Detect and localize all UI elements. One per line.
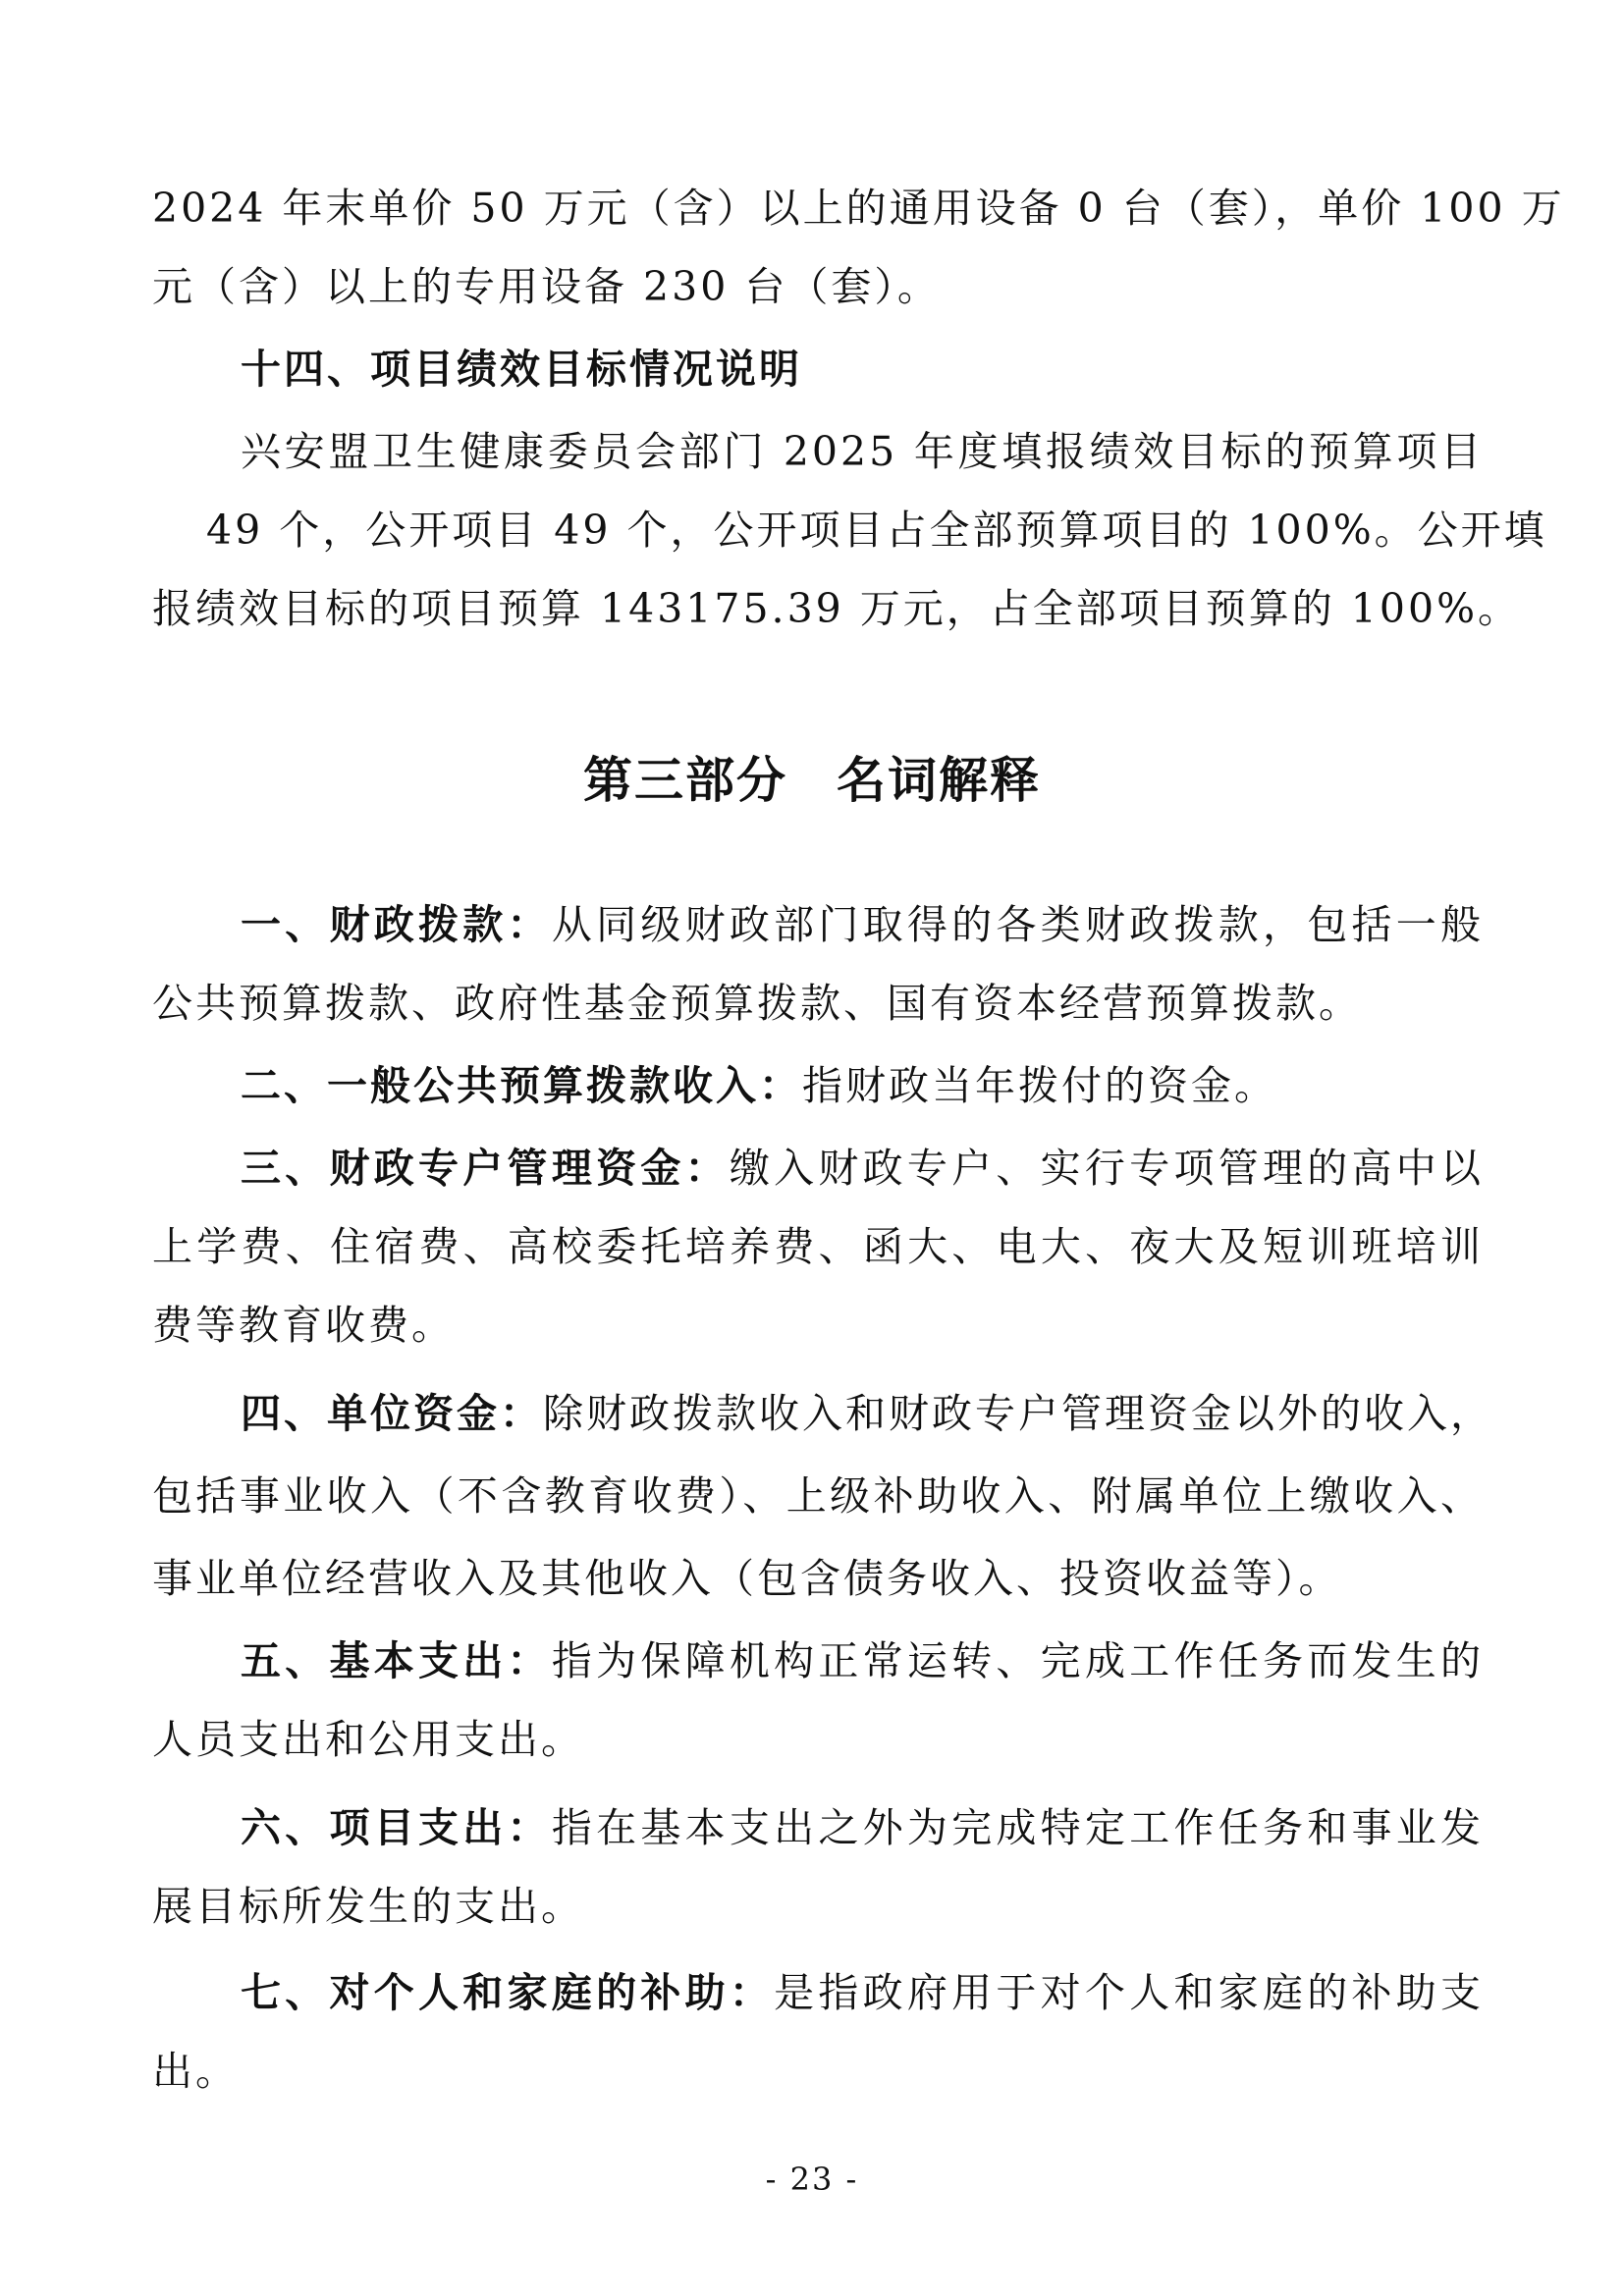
section-14-line-2: 49 个，公开项目 49 个，公开项目占全部预算项目的 100%。公开填 bbox=[206, 507, 1547, 554]
section-14-heading: 十四、项目绩效目标情况说明 bbox=[241, 346, 802, 393]
term-3-line-3: 费等教育收费。 bbox=[152, 1302, 455, 1349]
term-3-definition: 缴入财政专户、实行专项管理的高中以 bbox=[729, 1145, 1485, 1192]
term-1-line-2: 公共预算拨款、政府性基金预算拨款、国有资本经营预算拨款。 bbox=[152, 980, 1362, 1027]
term-7-label: 七、对个人和家庭的补助： bbox=[241, 1969, 775, 2016]
intro-line-1: 2024 年末单价 50 万元（含）以上的通用设备 0 台（套），单价 100 万 bbox=[152, 185, 1565, 232]
term-1-label: 一、财政拨款： bbox=[241, 901, 552, 948]
term-6-label: 六、项目支出： bbox=[241, 1804, 552, 1851]
term-3-label: 三、财政专户管理资金： bbox=[241, 1145, 730, 1192]
part-3-subject: 名词解释 bbox=[837, 751, 1041, 809]
term-4-definition: 除财政拨款收入和财政专户管理资金以外的收入， bbox=[543, 1390, 1493, 1437]
term-3-first-line bbox=[241, 1139, 1484, 1198]
part-3-title bbox=[0, 746, 1624, 815]
section-14-line-1: 兴安盟卫生健康委员会部门 2025 年度填报绩效目标的预算项目 bbox=[241, 428, 1484, 475]
section-14-line-3: 报绩效目标的项目预算 143175.39 万元，占全部项目预算的 100%。 bbox=[152, 585, 1522, 632]
term-6-line-2: 展目标所发生的支出。 bbox=[152, 1883, 584, 1930]
term-7-line-2: 出。 bbox=[152, 2048, 239, 2095]
term-4-label: 四、单位资金： bbox=[241, 1390, 543, 1437]
term-2-first-line bbox=[241, 1056, 1484, 1115]
term-2-label: 二、一般公共预算拨款收入： bbox=[241, 1062, 802, 1109]
term-7-definition: 是指政府用于对个人和家庭的补助支 bbox=[774, 1969, 1485, 2016]
term-5-label: 五、基本支出： bbox=[241, 1637, 552, 1684]
term-5-first-line bbox=[241, 1631, 1484, 1690]
term-6-first-line bbox=[241, 1798, 1484, 1857]
part-3-label: 第三部分 bbox=[583, 751, 787, 809]
term-4-line-2: 包括事业收入（不含教育收费）、上级补助收入、附属单位上缴收入、 bbox=[152, 1472, 1484, 1520]
term-4-first-line bbox=[241, 1384, 1493, 1443]
term-3-line-2: 上学费、住宿费、高校委托培养费、函大、电大、夜大及短训班培训 bbox=[152, 1223, 1484, 1270]
term-1-definition: 从同级财政部门取得的各类财政拨款，包括一般 bbox=[551, 901, 1485, 948]
term-1-first-line bbox=[241, 895, 1484, 954]
term-5-definition: 指为保障机构正常运转、完成工作任务而发生的 bbox=[551, 1637, 1485, 1684]
term-2-definition: 指财政当年拨付的资金。 bbox=[802, 1062, 1277, 1109]
term-7-first-line bbox=[241, 1963, 1484, 2022]
page-number: - 23 - bbox=[765, 2161, 859, 2198]
term-6-definition: 指在基本支出之外为完成特定工作任务和事业发 bbox=[551, 1804, 1485, 1851]
term-4-line-3: 事业单位经营收入及其他收入（包含债务收入、投资收益等）。 bbox=[152, 1555, 1342, 1602]
term-5-line-2: 人员支出和公用支出。 bbox=[152, 1716, 584, 1763]
intro-line-2: 元（含）以上的专用设备 230 台（套）。 bbox=[152, 263, 941, 310]
